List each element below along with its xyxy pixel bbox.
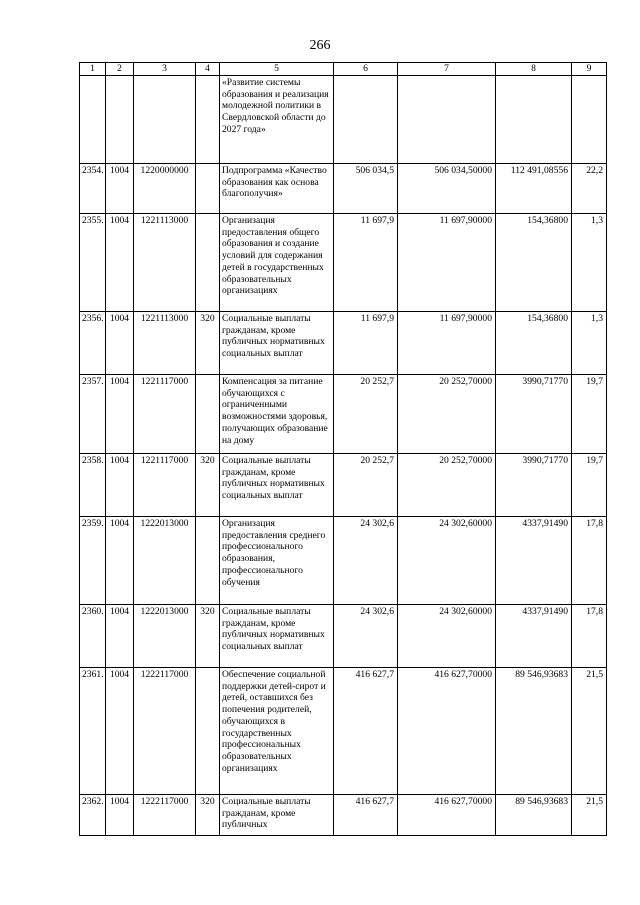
expense-type — [196, 76, 220, 164]
row-number: 2361. — [80, 668, 106, 795]
table-row — [80, 312, 607, 375]
expense-type — [196, 517, 220, 605]
approved-amount: 24 302,60000 — [398, 517, 496, 605]
section-code: 1004 — [106, 668, 134, 795]
expense-type — [196, 164, 220, 214]
header-cell: 3 — [134, 63, 196, 76]
row-number: 2356. — [80, 312, 106, 375]
header-row — [80, 63, 607, 76]
executed-amount: 4337,91490 — [496, 517, 572, 605]
approved-amount: 20 252,70000 — [398, 375, 496, 454]
plan-amount: 506 034,5 — [334, 164, 398, 214]
executed-amount: 154,36800 — [496, 214, 572, 312]
target-article: 1222117000 — [134, 795, 196, 836]
table-row — [80, 605, 607, 668]
expense-type — [196, 668, 220, 795]
executed-amount: 112 491,08556 — [496, 164, 572, 214]
expense-type: 320 — [196, 605, 220, 668]
target-article: 1222013000 — [134, 605, 196, 668]
plan-amount: 24 302,6 — [334, 517, 398, 605]
executed-amount — [496, 76, 572, 164]
table-row — [80, 76, 607, 164]
approved-amount — [398, 76, 496, 164]
executed-amount: 154,36800 — [496, 312, 572, 375]
table-row — [80, 795, 607, 836]
section-code: 1004 — [106, 375, 134, 454]
row-number: 2360. — [80, 605, 106, 668]
approved-amount: 506 034,50000 — [398, 164, 496, 214]
expense-type: 320 — [196, 454, 220, 517]
target-article — [134, 76, 196, 164]
executed-amount: 3990,71770 — [496, 375, 572, 454]
item-name: Обеспечение социальной поддержки детей-сирот и детей, оставшихся без попечения родителей, обучающихся в государственных профессиональных образовательных организациях — [220, 668, 334, 795]
plan-amount: 11 697,9 — [334, 214, 398, 312]
section-code: 1004 — [106, 312, 134, 375]
execution-percent: 22,2 — [572, 164, 607, 214]
section-code: 1004 — [106, 214, 134, 312]
section-code: 1004 — [106, 164, 134, 214]
header-cell: 2 — [106, 63, 134, 76]
target-article: 1221113000 — [134, 312, 196, 375]
expense-type — [196, 375, 220, 454]
target-article: 1221117000 — [134, 375, 196, 454]
section-code: 1004 — [106, 454, 134, 517]
executed-amount: 3990,71770 — [496, 454, 572, 517]
table-row — [80, 454, 607, 517]
item-name: Подпрограмма «Качество образования как основа благополучия» — [220, 164, 334, 214]
item-name: Социальные выплаты гражданам, кроме публичных — [220, 795, 334, 836]
plan-amount — [334, 76, 398, 164]
row-number: 2362. — [80, 795, 106, 836]
item-name: Социальные выплаты гражданам, кроме публичных нормативных социальных выплат — [220, 605, 334, 668]
section-code — [106, 76, 134, 164]
row-number: 2358. — [80, 454, 106, 517]
header-cell: 9 — [572, 63, 607, 76]
header-cell: 8 — [496, 63, 572, 76]
item-name: Организация предоставления общего образования и создание условий для содержания детей в государственных образовательных организациях — [220, 214, 334, 312]
table-row — [80, 164, 607, 214]
expense-type — [196, 214, 220, 312]
target-article: 1221117000 — [134, 454, 196, 517]
execution-percent — [572, 76, 607, 164]
expense-type: 320 — [196, 795, 220, 836]
plan-amount: 416 627,7 — [334, 795, 398, 836]
table-row — [80, 517, 607, 605]
table-row — [80, 375, 607, 454]
executed-amount: 4337,91490 — [496, 605, 572, 668]
plan-amount: 11 697,9 — [334, 312, 398, 375]
header-cell: 5 — [220, 63, 334, 76]
plan-amount: 24 302,6 — [334, 605, 398, 668]
header-cell: 6 — [334, 63, 398, 76]
item-name: Социальные выплаты гражданам, кроме публичных нормативных социальных выплат — [220, 312, 334, 375]
header-cell: 1 — [80, 63, 106, 76]
table-row — [80, 668, 607, 795]
plan-amount: 20 252,7 — [334, 454, 398, 517]
executed-amount: 89 546,93683 — [496, 795, 572, 836]
row-number — [80, 76, 106, 164]
page-number: 266 — [309, 38, 331, 53]
table-row — [80, 214, 607, 312]
executed-amount: 89 546,93683 — [496, 668, 572, 795]
budget-table — [79, 62, 607, 836]
approved-amount: 20 252,70000 — [398, 454, 496, 517]
section-code: 1004 — [106, 605, 134, 668]
target-article: 1220000000 — [134, 164, 196, 214]
approved-amount: 11 697,90000 — [398, 312, 496, 375]
section-code: 1004 — [106, 517, 134, 605]
approved-amount: 416 627,70000 — [398, 668, 496, 795]
item-name: Организация предоставления среднего профессионального образования, профессионального обучения — [220, 517, 334, 605]
header-cell: 4 — [196, 63, 220, 76]
execution-percent: 17,8 — [572, 517, 607, 605]
execution-percent: 21,5 — [572, 668, 607, 795]
plan-amount: 416 627,7 — [334, 668, 398, 795]
expense-type: 320 — [196, 312, 220, 375]
target-article: 1222117000 — [134, 668, 196, 795]
target-article: 1221113000 — [134, 214, 196, 312]
row-number: 2355. — [80, 214, 106, 312]
approved-amount: 24 302,60000 — [398, 605, 496, 668]
item-name: Социальные выплаты гражданам, кроме публичных нормативных социальных выплат — [220, 454, 334, 517]
execution-percent: 1,3 — [572, 214, 607, 312]
approved-amount: 416 627,70000 — [398, 795, 496, 836]
execution-percent: 1,3 — [572, 312, 607, 375]
row-number: 2357. — [80, 375, 106, 454]
row-number: 2359. — [80, 517, 106, 605]
execution-percent: 19,7 — [572, 375, 607, 454]
item-name: Компенсация за питание обучающихся с ограниченными возможностями здоровья, получающих образование на дому — [220, 375, 334, 454]
header-cell: 7 — [398, 63, 496, 76]
section-code: 1004 — [106, 795, 134, 836]
target-article: 1222013000 — [134, 517, 196, 605]
approved-amount: 11 697,90000 — [398, 214, 496, 312]
execution-percent: 21,5 — [572, 795, 607, 836]
execution-percent: 19,7 — [572, 454, 607, 517]
item-name: «Развитие системы образования и реализация молодежной политики в Свердловской области до 2027 года» — [220, 76, 334, 164]
execution-percent: 17,8 — [572, 605, 607, 668]
plan-amount: 20 252,7 — [334, 375, 398, 454]
row-number: 2354. — [80, 164, 106, 214]
